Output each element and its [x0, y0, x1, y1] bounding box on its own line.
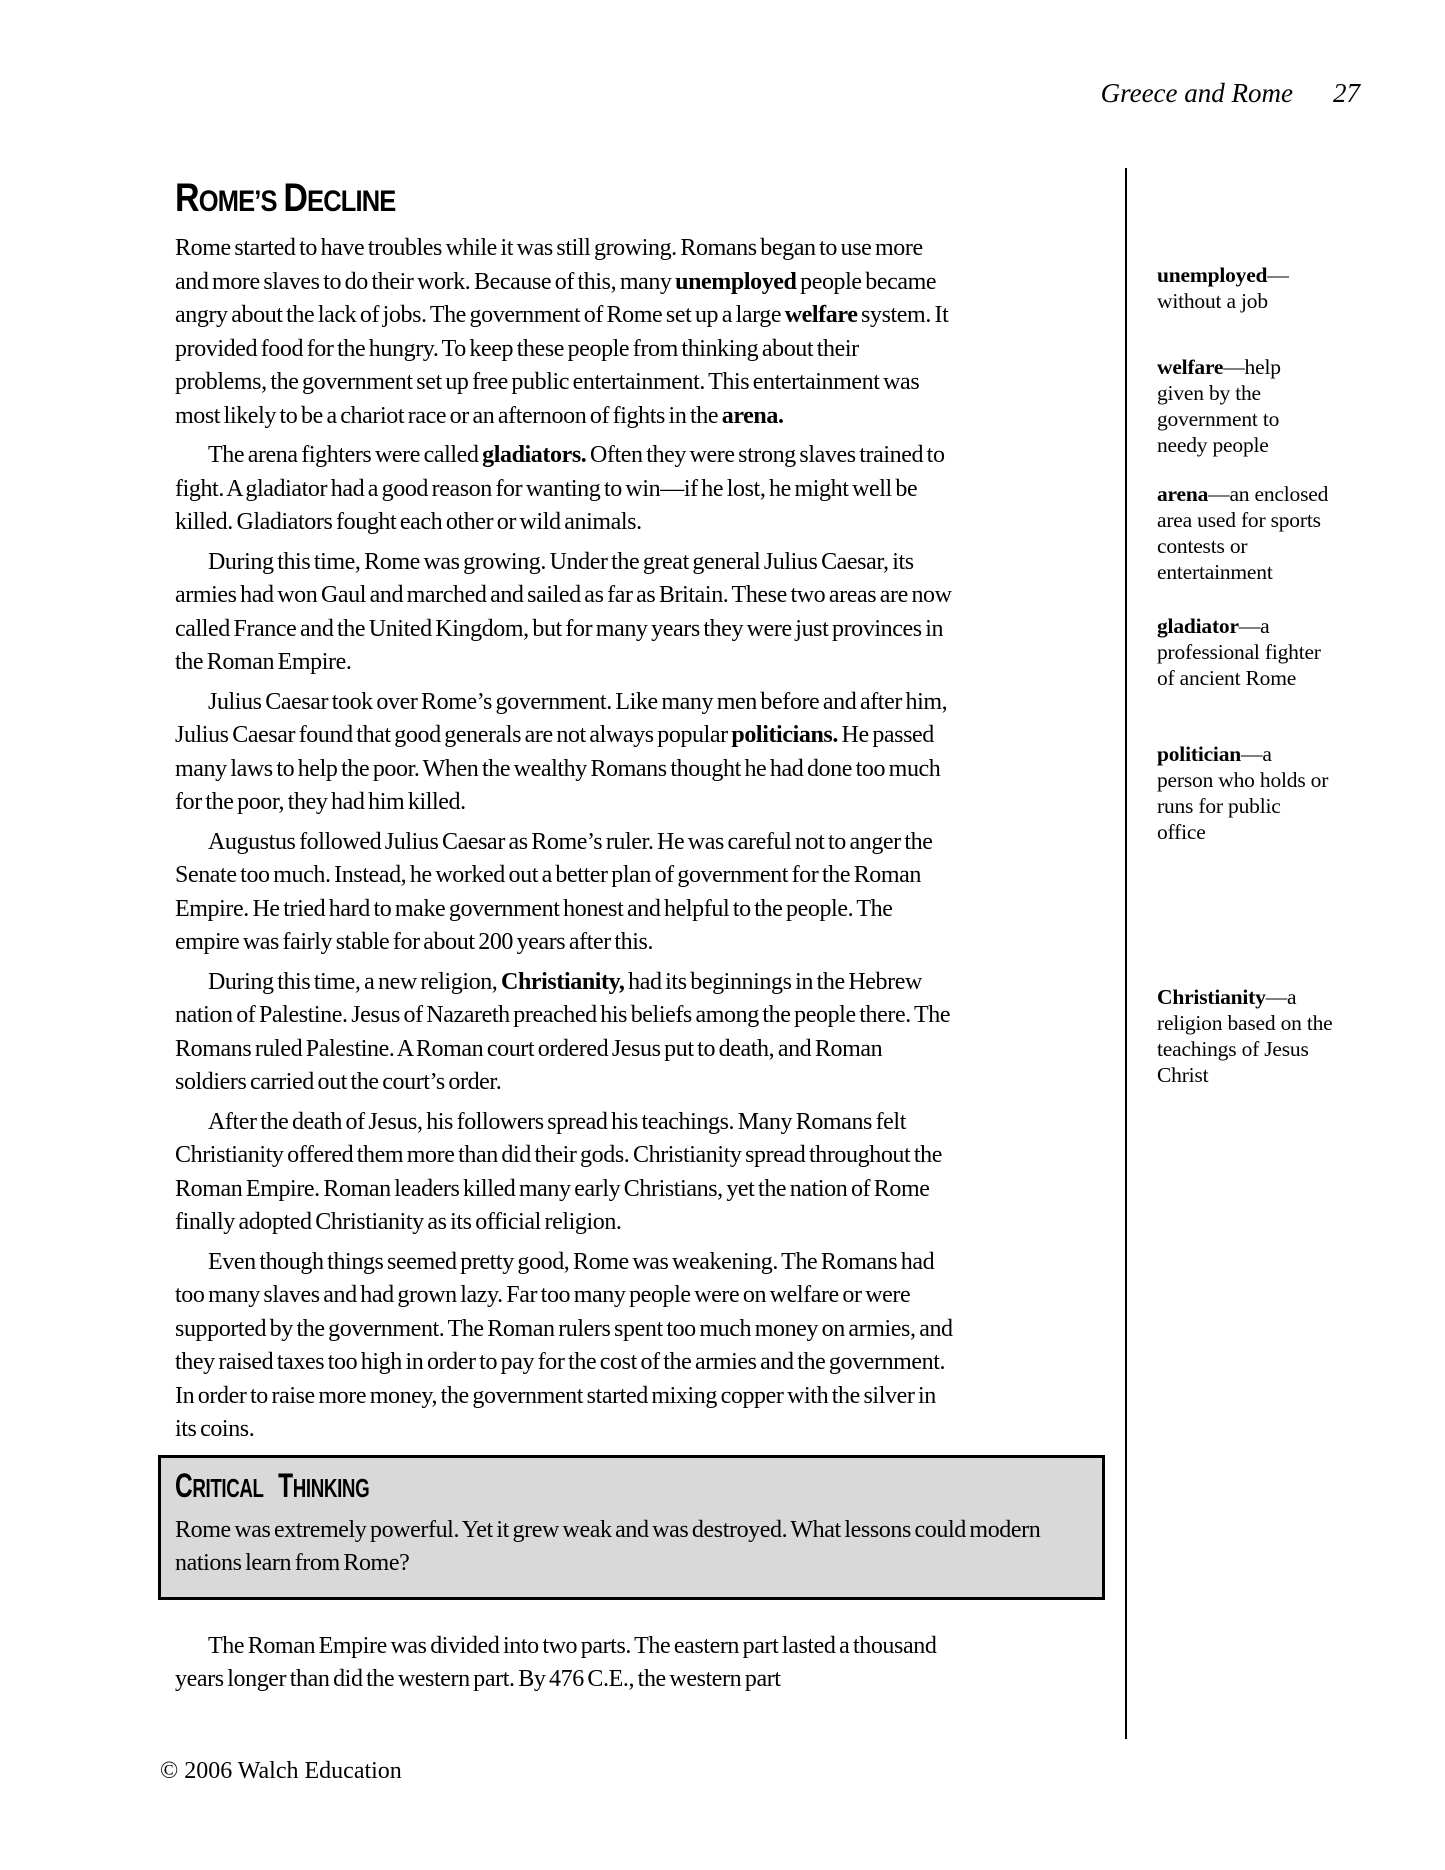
- vocabulary-definition: welfare—help given by the government to needy people: [1157, 355, 1281, 457]
- paragraph: Rome started to have troubles while it was still growing. Romans began to use more and more slaves to do their work. Because of this, many unemployed people became angry about the lack of jobs. The government of Rome set up a large welfare system. It provided food for the hungry. To keep these people from thinking about their problems, the government set up free public entertainment. This entertainment was most likely to be a chariot race or an afternoon of fights in the arena.: [175, 235, 949, 429]
- vocabulary-definition: politician—a person who holds or runs for public office: [1157, 742, 1329, 844]
- running-head-title: Greece and Rome: [1100, 78, 1293, 108]
- critical-thinking-text: Rome was extremely powerful. Yet it grew weak and was destroyed. What lessons could modern nations learn from Rome?: [175, 1516, 1041, 1576]
- article-paragraphs: [175, 232, 953, 1447]
- paragraph: The arena fighters were called gladiators. Often they were strong slaves trained to fight. A gladiator had a good reason for wanting to win—if he lost, he might well be killed. Gladiators fought each other or wild animals.: [175, 442, 945, 535]
- copyright-footer: © 2006 Walch Education: [160, 1758, 402, 1784]
- paragraph: Julius Caesar took over Rome’s government. Like many men before and after him, Julius Caesar found that good generals are not always popular politicians. He passed many laws to help the poor. When the wealthy Romans thought he had done too much for the poor, they had him killed.: [175, 688, 948, 815]
- critical-thinking-heading: [175, 1466, 1084, 1506]
- running-head: [1101, 78, 1360, 108]
- paragraph: During this time, Rome was growing. Under the great general Julius Caesar, its armies had won Gaul and marched and sailed as far as Britain. These two areas are now called France and the United Kingdom, but for many years they were just provinces in the Roman Empire.: [175, 548, 952, 675]
- paragraph: After the death of Jesus, his followers spread his teachings. Many Romans felt Christianity offered them more than did their gods. Christianity spread throughout the Roman Empire. Roman leaders killed many early Christians, yet the nation of Rome finally adopted Christianity as its official religion.: [175, 1108, 943, 1235]
- vocabulary-definition: arena—an enclosed area used for sports contests or entertainment: [1157, 482, 1329, 584]
- main-column: [175, 176, 1041, 1703]
- paragraph: During this time, a new religion, Christianity, had its beginnings in the Hebrew nation of Palestine. Jesus of Nazareth preached his beliefs among the people there. The Romans ruled Palestine. A Roman court ordered Jesus put to death, and Roman soldiers carried out the court’s order.: [175, 968, 951, 1095]
- vocabulary-definition: gladiator—a professional fighter of ancient Rome: [1157, 614, 1321, 690]
- critical-thinking-heading-text: CRITICAL THINKING: [175, 1466, 370, 1505]
- page-number: 27: [1333, 78, 1360, 108]
- vocabulary-definition: Christianity—a religion based on the teachings of Jesus Christ: [1157, 985, 1333, 1087]
- paragraph: Augustus followed Julius Caesar as Rome’s ruler. He was careful not to anger the Senate too much. Instead, he worked out a better plan of government for the Roman Empire. He tried hard to make government honest and helpful to the people. The empire was fairly stable for about 200 years after this.: [175, 828, 933, 955]
- sidebar-divider-rule: [1125, 168, 1127, 1739]
- closing-paragraph: The Roman Empire was divided into two parts. The eastern part lasted a thousand years longer than did the western part. By 476 C.E., the western part: [175, 1632, 937, 1692]
- paragraph: Even though things seemed pretty good, Rome was weakening. The Romans had too many slaves and had grown lazy. Far too many people were on welfare or were supported by the government. The Roman rulers spent too much money on armies, and they raised taxes too high in order to pay for the cost of the armies and the government. In order to raise more money, the government started mixing copper with the silver in its coins.: [175, 1248, 953, 1442]
- section-title-text: ROME’S DECLINE: [175, 176, 396, 220]
- critical-thinking-box: [158, 1455, 1105, 1600]
- vocabulary-definition: unemployed—without a job: [1157, 263, 1289, 313]
- section-title: [175, 176, 953, 220]
